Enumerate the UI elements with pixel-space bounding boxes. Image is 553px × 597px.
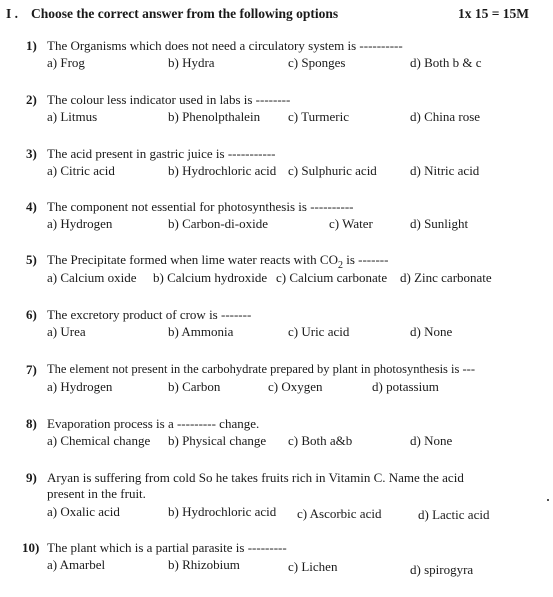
option-a: a) Oxalic acid bbox=[47, 504, 120, 519]
option-c: c) Oxygen bbox=[268, 379, 323, 394]
option-c: c) Both a&b bbox=[288, 433, 353, 448]
option-a: a) Amarbel bbox=[47, 557, 106, 572]
question-number: 3) bbox=[26, 146, 37, 161]
question-number: 1) bbox=[26, 38, 37, 53]
option-d: d) Sunlight bbox=[410, 216, 469, 231]
option-d: d) Both b & c bbox=[410, 55, 482, 70]
question-text: The colour less indicator used in labs is -------- bbox=[47, 92, 291, 107]
option-d: d) China rose bbox=[410, 109, 481, 124]
option-a: a) Frog bbox=[47, 55, 85, 70]
question-number: 4) bbox=[26, 199, 37, 214]
section-marks: 1x 15 = 15M bbox=[457, 6, 529, 21]
option-d: d) potassium bbox=[372, 379, 439, 394]
option-b: b) Calcium hydroxide bbox=[153, 270, 268, 285]
option-a: a) Hydrogen bbox=[47, 216, 113, 231]
option-c: c) Sulphuric acid bbox=[288, 163, 377, 178]
option-b: b) Hydra bbox=[168, 55, 215, 70]
option-b: b) Carbon bbox=[168, 379, 221, 394]
option-d: d) None bbox=[410, 324, 453, 339]
question-text-before: The Precipitate formed when lime water reacts with CO bbox=[47, 252, 338, 267]
question-number: 7) bbox=[26, 362, 37, 377]
option-c: c) Calcium carbonate bbox=[276, 270, 388, 285]
option-b: b) Hydrochloric acid bbox=[168, 163, 277, 178]
option-a: a) Chemical change bbox=[47, 433, 151, 448]
stray-mark bbox=[547, 499, 549, 501]
option-a: a) Hydrogen bbox=[47, 379, 113, 394]
option-b: b) Ammonia bbox=[168, 324, 234, 339]
question-text: Evaporation process is a --------- change. bbox=[47, 416, 260, 431]
option-b: b) Phenolpthalein bbox=[168, 109, 261, 124]
question-text-continued: present in the fruit. bbox=[47, 486, 146, 501]
option-c: c) Lichen bbox=[288, 559, 338, 574]
question-text: The plant which is a partial parasite is --------- bbox=[47, 540, 287, 555]
option-c: c) Turmeric bbox=[288, 109, 350, 124]
option-a: a) Calcium oxide bbox=[47, 270, 137, 285]
option-b: b) Rhizobium bbox=[168, 557, 240, 572]
question-number: 8) bbox=[26, 416, 37, 431]
option-c: c) Sponges bbox=[288, 55, 346, 70]
question-number: 5) bbox=[26, 252, 37, 267]
section-label: I . bbox=[6, 6, 19, 21]
option-c: c) Water bbox=[329, 216, 373, 231]
option-a: a) Litmus bbox=[47, 109, 98, 124]
option-c: c) Ascorbic acid bbox=[297, 506, 382, 521]
question-number: 6) bbox=[26, 307, 37, 322]
question-text: The component not essential for photosynthesis is ---------- bbox=[47, 199, 354, 214]
option-a: a) Citric acid bbox=[47, 163, 115, 178]
option-b: b) Physical change bbox=[168, 433, 267, 448]
section-header bbox=[6, 6, 541, 28]
option-b: b) Hydrochloric acid bbox=[168, 504, 277, 519]
question-text-after: is ------- bbox=[342, 252, 389, 267]
option-a: a) Urea bbox=[47, 324, 86, 339]
question-number: 2) bbox=[26, 92, 37, 107]
question-number: 10) bbox=[22, 540, 40, 555]
question-text: The excretory product of crow is ------- bbox=[47, 307, 252, 322]
option-c: c) Uric acid bbox=[288, 324, 350, 339]
option-d: d) None bbox=[410, 433, 453, 448]
subscript-two: 2 bbox=[337, 260, 343, 271]
question-text bbox=[47, 252, 389, 271]
option-d: d) Zinc carbonate bbox=[400, 270, 492, 285]
question-text: The element not present in the carbohydrate prepared by plant in photosynthesis is --- bbox=[47, 362, 475, 376]
option-b: b) Carbon-di-oxide bbox=[168, 216, 269, 231]
question-text: Aryan is suffering from cold So he takes fruits rich in Vitamin C. Name the acid bbox=[47, 470, 464, 485]
question-number: 9) bbox=[26, 470, 37, 485]
section-title: Choose the correct answer from the following options bbox=[31, 6, 339, 21]
option-d: d) spirogyra bbox=[410, 562, 474, 577]
option-d: d) Lactic acid bbox=[418, 507, 490, 522]
option-d: d) Nitric acid bbox=[410, 163, 480, 178]
question-text: The acid present in gastric juice is ----------- bbox=[47, 146, 276, 161]
question-text: The Organisms which does not need a circulatory system is ---------- bbox=[47, 38, 403, 53]
